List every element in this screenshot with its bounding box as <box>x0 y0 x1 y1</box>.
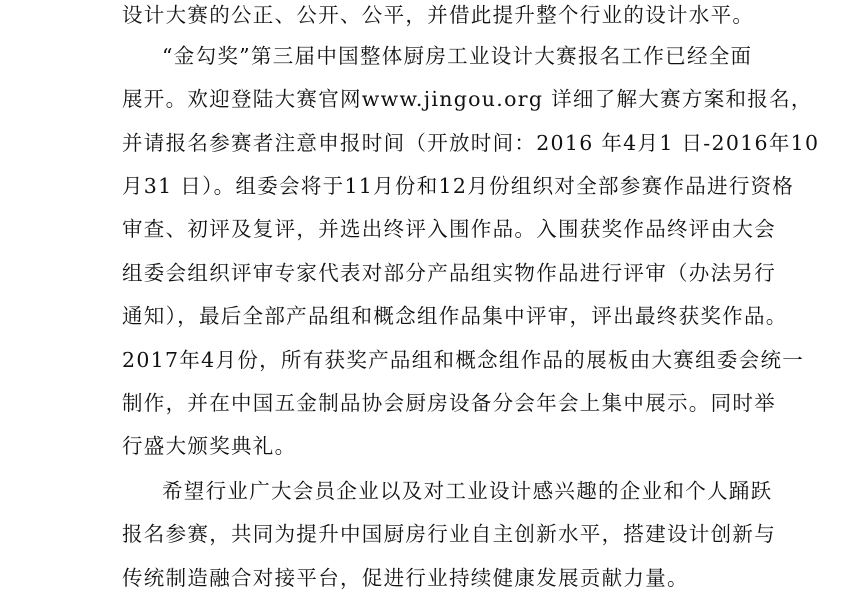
paragraph-line: 2017年4月份，所有获奖产品组和概念组作品的展板由大赛组委会统一 <box>122 348 805 372</box>
paragraph-line: 制作，并在中国五金制品协会厨房设备分会年会上集中展示。同时举 <box>122 391 776 415</box>
paragraph-line: 组委会组织评审专家代表对部分产品组实物作品进行评审（办法另行 <box>122 261 776 285</box>
paragraph-line: 设计大赛的公正、公开、公平，并借此提升整个行业的设计水平。 <box>122 3 755 27</box>
paragraph-line: 通知），最后全部产品组和概念组作品集中评审，评出最终获奖作品。 <box>122 304 788 328</box>
paragraph-line: 希望行业广大会员企业以及对工业设计感兴趣的企业和个人踊跃 <box>162 479 773 503</box>
paragraph-line: 并请报名参赛者注意申报时间（开放时间：2016 年4月1 日-2016年10 <box>122 131 820 155</box>
paragraph-line: 审查、初评及复评，并选出终评入围作品。入围获奖作品终评由大会 <box>122 217 776 241</box>
paragraph-line: 报名参赛，共同为提升中国厨房行业自主创新水平，搭建设计创新与 <box>122 522 776 546</box>
paragraph-line: “金勾奖”第三届中国整体厨房工业设计大赛报名工作已经全面 <box>162 44 753 68</box>
paragraph-line: 传统制造融合对接平台，促进行业持续健康发展贡献力量。 <box>122 566 689 590</box>
paragraph-line: 行盛大颁奖典礼。 <box>122 434 297 458</box>
paragraph-line: 展开。欢迎登陆大赛官网www.jingou.org 详细了解大赛方案和报名， <box>122 87 813 111</box>
paragraph-line: 月31 日）。组委会将于11月份和12月份组织对全部参赛作品进行资格 <box>122 174 795 198</box>
